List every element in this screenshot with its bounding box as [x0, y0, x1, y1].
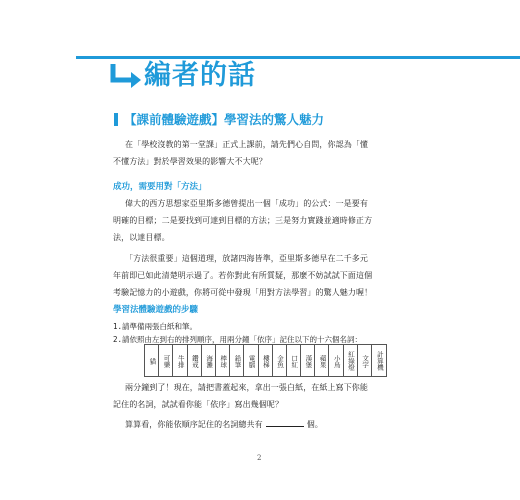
paragraph-line: 考驗記憶力的小遊戲，你將可從中發現「用對方法學習」的驚人魅力喔！: [113, 288, 373, 297]
grid-cell: 鑽戒: [188, 345, 202, 376]
header-rule: [76, 56, 520, 59]
grid-cell: 文字: [358, 345, 372, 376]
section-bar: [114, 113, 118, 126]
page-title: 編者的話: [144, 60, 256, 91]
subheading: 學習法體驗遊戲的步驟: [113, 305, 199, 315]
grid-cell: 海灘: [202, 345, 216, 376]
grid-cell: 鉛筆: [230, 345, 244, 376]
page-number: 2: [257, 454, 262, 462]
paragraph-line: 在「學校沒教的第一堂課」正式上課前，請先們心自問，你認為「懂: [125, 140, 368, 149]
grid-cell: 口紅: [287, 345, 301, 376]
grid-cell: 小鳥: [329, 345, 343, 376]
section-title: 【課前體驗遊戲】學習法的驚人魅力: [124, 112, 325, 127]
grid-cell: 電腦: [244, 345, 258, 376]
paragraph-line: 偉大的西方思想家亞里斯多德曾提出一個「成功」的公式：一是要有: [125, 199, 368, 208]
paragraph-line: 法，以達目標。: [113, 233, 170, 242]
answer-blank: [266, 419, 304, 427]
arrow-icon: [107, 62, 147, 90]
grid-cell: 貓: [145, 345, 159, 376]
grid-cell: 計算機: [375, 351, 384, 371]
paragraph-line: 記住的名詞，試試看你能「依序」寫出幾個呢？: [113, 400, 284, 409]
grid-cell: 紅綠燈: [344, 345, 358, 376]
paragraph-line: 年前即已如此清楚明示過了。若你對此有所質疑，那麼不妨試試下面這個: [113, 271, 373, 280]
answer-line: [125, 419, 425, 430]
grid-cell: 棒球: [216, 345, 230, 376]
step-item: 1.請準備兩張白紙和筆。: [113, 322, 198, 331]
paragraph-line: 兩分鐘到了！現在，請把書蓋起來，拿出一張白紙，在紙上寫下你能: [125, 383, 368, 392]
grid-cell: 蘋果: [315, 345, 329, 376]
word-grid: [144, 344, 387, 377]
grid-cell: 樓梯: [259, 345, 273, 376]
paragraph-line: 明確的目標；二是要找到可達到目標的方法；三是努力實踐並適時修正方: [113, 216, 373, 225]
paragraph-line: 「方法很重要」這個道理，放諸四海皆準，亞里斯多德早在二千多元: [125, 254, 368, 263]
grid-cell: 可樂: [159, 345, 173, 376]
grid-cell: 漢堡: [301, 345, 315, 376]
section-heading: [114, 110, 324, 128]
subheading: 成功，需要用對「方法」: [113, 182, 207, 192]
grid-cell: 金魚: [273, 345, 287, 376]
answer-suffix: 個。: [306, 420, 323, 429]
step-item: 2.請依照由左到右的排列順序，用兩分鐘「依序」記住以下的十六個名詞：: [113, 335, 363, 344]
paragraph-line: 不懂方法」對於學習效果的影響大不大呢？: [113, 157, 267, 166]
grid-cell: 牛排: [173, 345, 187, 376]
answer-prefix: 算算看，你能依順序記住的名詞總共有: [125, 420, 263, 429]
